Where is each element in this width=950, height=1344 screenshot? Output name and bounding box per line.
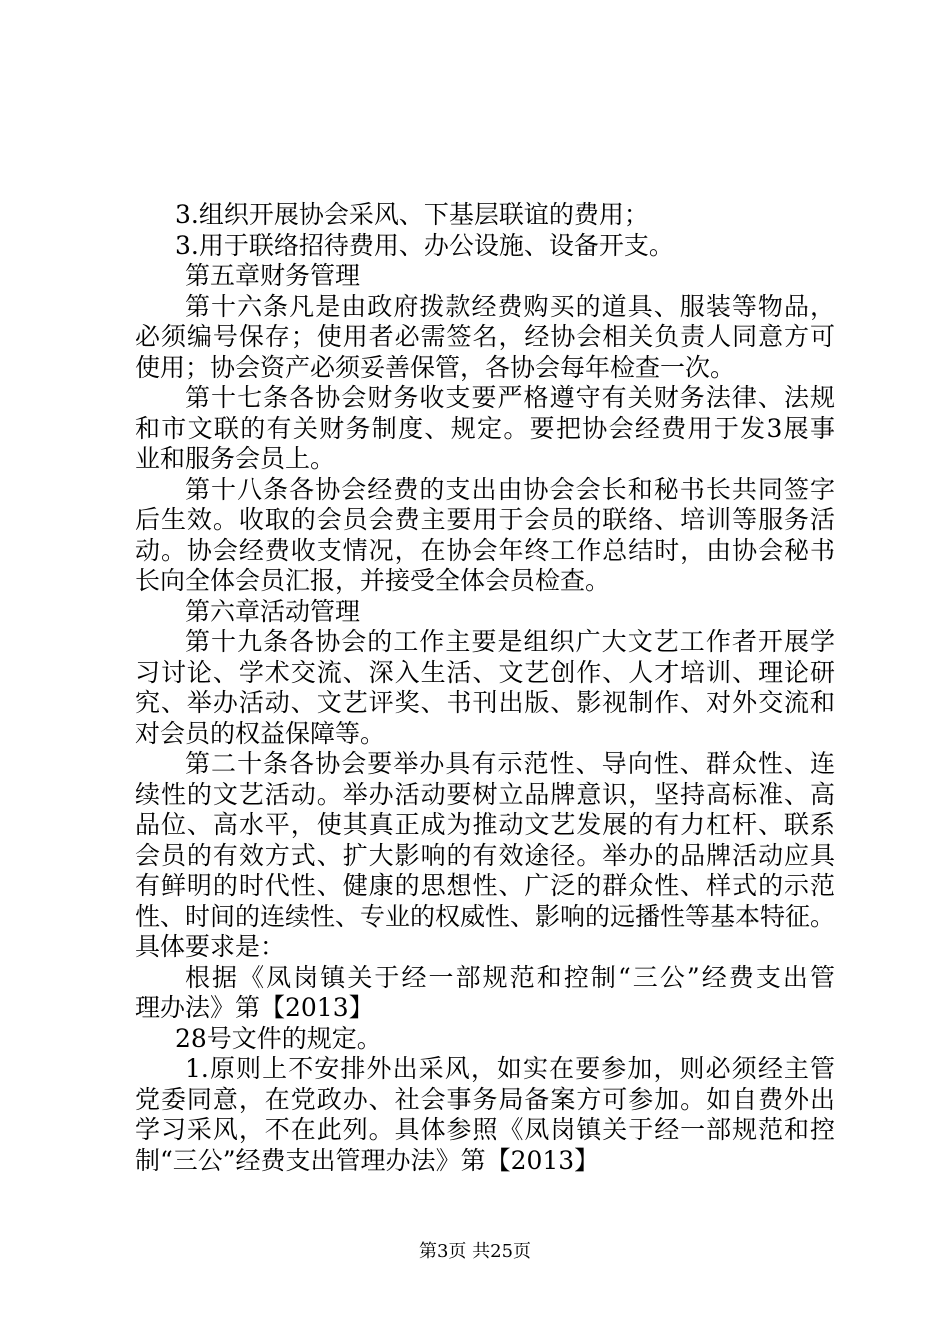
text-line: 后生效。收取的会员会费主要用于会员的联络、培训等服务活 (135, 505, 835, 534)
text-line: 1.原则上不安排外出采风，如实在要参加，则必须经主管 (185, 1054, 835, 1083)
text-line: 必须编号保存；使用者必需签名，经协会相关负责人同意方可 (135, 322, 835, 351)
text-line: 使用；协会资产必须妥善保管，各协会每年检查一次。 (135, 352, 736, 382)
text-line: 28号文件的规定。 (175, 1023, 382, 1053)
text-line: 性、时间的连续性、专业的权威性、影响的远播性等基本特征。 (135, 901, 836, 931)
text-line: 第六章活动管理 (185, 596, 361, 626)
text-line: 业和服务会员上。 (135, 444, 336, 473)
text-line: 对会员的权益保障等。 (135, 718, 386, 748)
text-line: 理办法》第【2013】 (135, 993, 374, 1022)
text-line: 续性的文艺活动。举办活动要树立品牌意识，坚持高标准、高 (135, 779, 835, 809)
text-line: 究、举办活动、文艺评奖、书刊出版、影视制作、对外交流和 (135, 688, 835, 717)
text-line: 第二十条各协会要举办具有示范性、导向性、群众性、连 (185, 749, 835, 778)
text-line: 具体要求是： (135, 932, 286, 961)
text-line: 第十六条凡是由政府拨款经费购买的道具、服装等物品， (185, 291, 835, 321)
text-line: 3.组织开展协会采风、下基层联谊的费用； (175, 200, 649, 229)
text-line: 会员的有效方式、扩大影响的有效途径。举办的品牌活动应具 (135, 840, 835, 870)
text-line: 制“三公”经费支出管理办法》第【2013】 (135, 1145, 600, 1175)
text-line: 品位、高水平，使其真正成为推动文艺发展的有力杠杆、联系 (135, 810, 835, 839)
text-line: 第十八条各协会经费的支出由协会会长和秘书长共同签字 (185, 474, 835, 504)
text-line: 长向全体会员汇报，并接受全体会员检查。 (135, 566, 611, 595)
text-line: 学习采风，不在此列。具体参照《凤岗镇关于经一部规范和控 (135, 1115, 835, 1144)
text-line: 有鲜明的时代性、健康的思想性、广泛的群众性、样式的示范 (135, 871, 835, 900)
text-line: 第五章财务管理 (185, 261, 361, 290)
text-line: 习讨论、学术交流、深入生活、文艺创作、人才培训、理论研 (135, 657, 835, 687)
text-line: 党委同意，在党政办、社会事务局备案方可参加。如自费外出 (135, 1084, 835, 1114)
text-line: 根据《凤岗镇关于经一部规范和控制“三公”经费支出管 (185, 962, 835, 992)
page-footer: 第3页 共25页 (418, 1241, 532, 1262)
text-line: 动。协会经费收支情况，在协会年终工作总结时，由协会秘书 (135, 535, 835, 565)
text-line: 3.用于联络招待费用、办公设施、设备开支。 (175, 230, 674, 260)
text-line: 第十七条各协会财务收支要严格遵守有关财务法律、法规 (185, 383, 835, 412)
text-line: 和市文联的有关财务制度、规定。要把协会经费用于发3展事 (135, 413, 835, 443)
document-body (135, 200, 835, 1176)
text-line: 第十九条各协会的工作主要是组织广大文艺工作者开展学 (185, 627, 835, 656)
